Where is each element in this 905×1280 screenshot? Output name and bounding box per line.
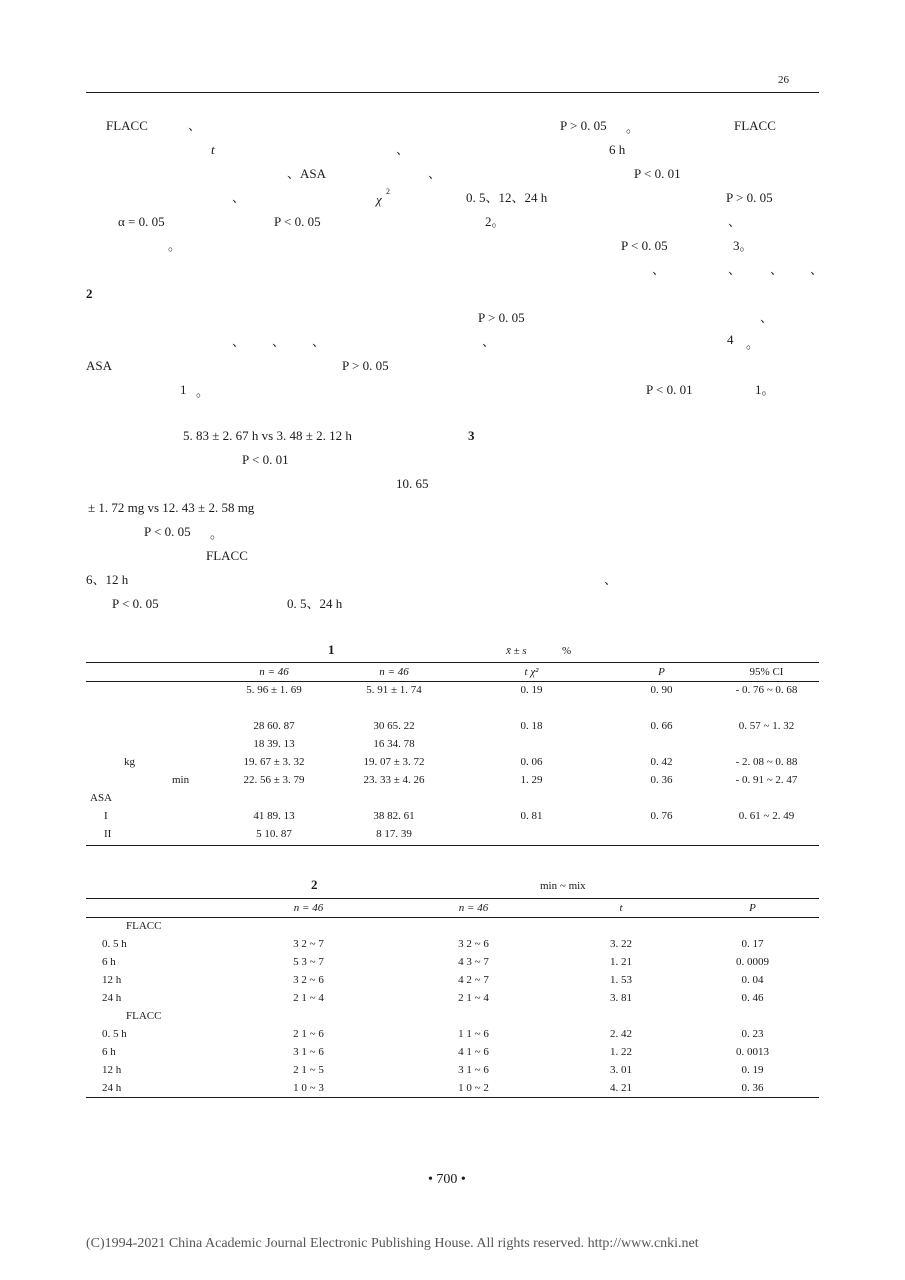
table-cell: 4. 21 — [610, 1082, 632, 1094]
left-text-table-ref: 1 — [180, 382, 187, 397]
table-cell: 0. 06 — [520, 756, 543, 768]
table-cell — [214, 699, 334, 717]
table-cell: 0. 57 ~ 1. 32 — [738, 720, 795, 732]
right-text-period: 。 — [626, 120, 640, 135]
left-text-period: 。 — [196, 384, 210, 399]
left-text-hours: 6、12 h — [86, 572, 129, 587]
table-1-percent: % — [562, 645, 572, 657]
table-cell: 0. 66 — [650, 720, 673, 732]
table-cell: 3 2 ~ 6 — [293, 974, 324, 986]
table-cell — [714, 789, 819, 807]
right-text-p: P > 0. 05 — [478, 310, 525, 325]
table-cell: 8 17. 39 — [376, 828, 412, 840]
left-text-comma: 、 — [396, 142, 410, 157]
table-row — [86, 699, 819, 717]
table-cell: 3 1 ~ 6 — [293, 1046, 324, 1058]
table-cell: 4 3 ~ 7 — [458, 956, 489, 968]
table-2-grid — [86, 899, 819, 1097]
table-cell — [454, 735, 609, 753]
table-row — [86, 753, 819, 771]
table-cell: I — [104, 810, 108, 822]
table-cell: 0. 46 — [741, 992, 764, 1004]
table-cell: 12 h — [102, 974, 122, 986]
table-row — [86, 771, 819, 789]
table-cell: 5. 91 ± 1. 74 — [366, 684, 422, 696]
table-row — [86, 1025, 819, 1043]
table-2-range: min ~ mix — [540, 880, 586, 892]
right-text-p: P < 0. 05 — [621, 238, 668, 253]
table-cell — [226, 1007, 391, 1025]
table-cell: 1. 22 — [610, 1046, 632, 1058]
table-cell: 30 65. 22 — [373, 720, 415, 732]
left-text-dose-compare: ± 1. 72 mg vs 12. 43 ± 2. 58 mg — [88, 500, 255, 515]
table-row — [86, 789, 819, 807]
table-cell: min — [172, 774, 190, 786]
table-cell: 6 h — [102, 1046, 116, 1058]
table-cell: 0. 5 h — [102, 938, 127, 950]
table-cell: ASA — [90, 792, 113, 804]
left-text-comma: 、 — [188, 118, 202, 133]
right-text-flacc: FLACC — [734, 118, 776, 133]
table-cell: 38 82. 61 — [373, 810, 415, 822]
table-header-cell: n = 46 — [379, 666, 409, 678]
right-text-p: P > 0. 05 — [560, 118, 607, 133]
table-header-cell: 95% CI — [749, 666, 784, 678]
left-text-alpha: α = 0. 05 — [118, 214, 165, 229]
table-cell: 1. 53 — [610, 974, 632, 986]
right-text-hours: 0. 5、12、24 h — [466, 190, 548, 205]
table-header-cell — [86, 663, 214, 681]
table-cell: 6 h — [102, 956, 116, 968]
right-text-comma: 、 — [652, 262, 666, 277]
table-cell: 0. 23 — [741, 1028, 764, 1040]
right-text-period: 。 — [746, 336, 760, 351]
table-cell: 0. 17 — [741, 938, 764, 950]
left-text-asa: ASA — [86, 358, 113, 373]
right-text-p: P > 0. 05 — [726, 190, 773, 205]
table-cell — [391, 917, 556, 935]
table-cell: 0. 0009 — [736, 956, 769, 968]
table-header-row — [86, 663, 819, 681]
table-row — [86, 1043, 819, 1061]
table-row — [86, 989, 819, 1007]
left-text-p: P < 0. 05 — [144, 524, 191, 539]
left-text-hours: 0. 5、24 h — [287, 596, 343, 611]
table-1-bottom-rule — [86, 845, 819, 846]
table-cell: 0. 90 — [650, 684, 673, 696]
table-cell: 2 1 ~ 4 — [293, 992, 324, 1004]
table-cell: 1 0 ~ 2 — [458, 1082, 489, 1094]
table-cell: 3. 01 — [610, 1064, 632, 1076]
right-text-table-ref: 4 — [727, 332, 734, 347]
table-cell — [86, 735, 214, 753]
table-cell: 5. 96 ± 1. 69 — [246, 684, 302, 696]
table-row — [86, 917, 819, 935]
table-cell — [454, 789, 609, 807]
left-text-flacc: FLACC — [206, 548, 248, 563]
table-header-cell: n = 46 — [259, 666, 289, 678]
right-text-table-ref: 3。 — [733, 238, 753, 253]
table-cell — [686, 917, 819, 935]
table-header-cell: t — [619, 902, 623, 914]
right-text-table-ref: 1。 — [755, 382, 775, 397]
table-cell: 0. 19 — [741, 1064, 764, 1076]
table-cell: 1 1 ~ 6 — [458, 1028, 489, 1040]
table-row — [86, 953, 819, 971]
table-cell: 1. 29 — [520, 774, 543, 786]
table-row — [86, 807, 819, 825]
table-cell: 4 1 ~ 6 — [458, 1046, 489, 1058]
table-cell — [86, 699, 214, 717]
table-1-stat: x̄ ± s — [506, 645, 527, 657]
table-cell — [686, 1007, 819, 1025]
table-cell: 24 h — [102, 992, 122, 1004]
table-header-cell — [86, 899, 226, 917]
left-text-p: P < 0. 05 — [274, 214, 321, 229]
table-cell: 0. 42 — [650, 756, 673, 768]
table-cell: 28 60. 87 — [253, 720, 295, 732]
table-cell: 0. 04 — [741, 974, 764, 986]
table-cell: II — [104, 828, 112, 840]
table-cell — [714, 825, 819, 843]
table-row — [86, 1007, 819, 1025]
table-cell: 1. 21 — [610, 956, 632, 968]
table-cell: 0. 18 — [520, 720, 543, 732]
left-text-comma: 、 — [428, 166, 442, 181]
table-cell — [609, 825, 714, 843]
right-text-hours: 6 h — [609, 142, 626, 157]
header-rule — [86, 92, 819, 93]
table-row — [86, 935, 819, 953]
table-cell: 3. 81 — [610, 992, 632, 1004]
table-row — [86, 1061, 819, 1079]
table-cell — [609, 699, 714, 717]
table-cell — [454, 699, 609, 717]
table-cell — [609, 789, 714, 807]
table-cell: 3. 22 — [610, 938, 632, 950]
table-header-cell: n = 46 — [458, 902, 489, 914]
left-text-flacc: FLACC — [106, 118, 148, 133]
table-cell: 2 1 ~ 4 — [458, 992, 489, 1004]
table-cell: 0. 5 h — [102, 1028, 127, 1040]
left-text-time-compare: 5. 83 ± 2. 67 h vs 3. 48 ± 2. 12 h — [183, 428, 352, 443]
table-cell: 24 h — [102, 1082, 122, 1094]
table-cell: 19. 67 ± 3. 32 — [243, 756, 305, 768]
table-cell: 2. 42 — [610, 1028, 632, 1040]
table-cell — [454, 825, 609, 843]
table-header-row — [86, 899, 819, 917]
table-cell: 4 2 ~ 7 — [458, 974, 489, 986]
section-2-heading: 2 — [86, 286, 93, 301]
table-cell: kg — [124, 756, 135, 768]
table-cell: 0. 19 — [520, 684, 543, 696]
table-cell: - 2. 08 ~ 0. 88 — [735, 756, 798, 768]
table-header-cell: t χ² — [524, 666, 539, 678]
table-cell: 3 1 ~ 6 — [458, 1064, 489, 1076]
table-cell: 3 2 ~ 6 — [458, 938, 489, 950]
table-cell — [609, 735, 714, 753]
table-header-cell: P — [658, 666, 665, 678]
table-cell — [214, 789, 334, 807]
table-cell: 0. 0013 — [736, 1046, 769, 1058]
table-header-cell: P — [749, 902, 756, 914]
table-cell — [714, 735, 819, 753]
table-cell: 18 39. 13 — [253, 738, 295, 750]
left-text-period: 。 — [168, 238, 182, 253]
table-cell — [86, 681, 214, 699]
table-cell: 3 2 ~ 7 — [293, 938, 324, 950]
left-text-comma: 、 — [232, 190, 246, 205]
table-cell: 22. 56 ± 3. 79 — [243, 774, 305, 786]
page-number-bottom: • 700 • — [428, 1172, 466, 1187]
table-2-title: 2 — [311, 877, 318, 892]
right-text-comma: 、 — [770, 262, 784, 277]
table-cell — [391, 1007, 556, 1025]
table-cell — [334, 699, 454, 717]
table-cell: 0. 36 — [650, 774, 673, 786]
left-text-chi-sup: 2 — [386, 187, 390, 196]
table-2-bottom-rule — [86, 1097, 819, 1098]
right-text-comma: 、 — [482, 334, 496, 349]
right-text-p: P < 0. 01 — [634, 166, 681, 181]
table-cell: 5 10. 87 — [256, 828, 292, 840]
table-cell: 2 1 ~ 6 — [293, 1028, 324, 1040]
left-text-t: t — [211, 142, 215, 157]
table-cell: 16 34. 78 — [373, 738, 415, 750]
table-cell: 23. 33 ± 4. 26 — [363, 774, 425, 786]
left-text-p: P < 0. 01 — [242, 452, 289, 467]
table-cell: FLACC — [126, 1010, 162, 1022]
table-cell: 19. 07 ± 3. 72 — [363, 756, 425, 768]
table-cell: 0. 36 — [741, 1082, 764, 1094]
table-row — [86, 735, 819, 753]
left-text-comma: 、 — [272, 334, 286, 349]
table-row — [86, 717, 819, 735]
page-number-top: 26 — [778, 74, 789, 86]
right-text-comma: 、 — [760, 310, 774, 325]
right-text-p: P < 0. 01 — [646, 382, 693, 397]
left-text-chi: χ — [376, 192, 382, 207]
table-cell: 12 h — [102, 1064, 122, 1076]
left-text-dose: 10. 65 — [396, 476, 429, 491]
left-text-asa: 、ASA — [287, 166, 327, 181]
left-text-comma: 、 — [232, 334, 246, 349]
table-cell: 0. 61 ~ 2. 49 — [738, 810, 795, 822]
right-text-comma: 、 — [728, 214, 742, 229]
table-cell: 41 89. 13 — [253, 810, 295, 822]
left-text-comma: 、 — [312, 334, 326, 349]
table-header-cell: n = 46 — [293, 902, 324, 914]
right-text-comma: 、 — [810, 262, 824, 277]
right-text-table-ref: 2。 — [485, 214, 505, 229]
right-text-comma: 、 — [604, 572, 618, 587]
table-cell: 5 3 ~ 7 — [293, 956, 324, 968]
left-text-p: P < 0. 05 — [112, 596, 159, 611]
table-1-grid — [86, 663, 819, 843]
right-text-comma: 、 — [728, 262, 742, 277]
table-cell — [226, 917, 391, 935]
table-row — [86, 971, 819, 989]
table-1-title: 1 — [328, 642, 335, 657]
left-text-p: P > 0. 05 — [342, 358, 389, 373]
table-cell: 0. 76 — [650, 810, 673, 822]
copyright-notice: (C)1994-2021 China Academic Journal Electronic Publishing House. All rights reserved. http://www.cnki.net — [86, 1236, 699, 1251]
table-cell: 1 0 ~ 3 — [293, 1082, 324, 1094]
table-cell: 0. 81 — [520, 810, 543, 822]
table-row — [86, 825, 819, 843]
table-cell: - 0. 76 ~ 0. 68 — [735, 684, 798, 696]
table-cell — [714, 699, 819, 717]
table-cell: 2 1 ~ 5 — [293, 1064, 324, 1076]
table-row — [86, 681, 819, 699]
left-text-period: 。 — [210, 526, 224, 541]
table-cell — [86, 717, 214, 735]
table-cell: FLACC — [126, 920, 162, 932]
table-cell: - 0. 91 ~ 2. 47 — [735, 774, 798, 786]
table-row — [86, 1079, 819, 1097]
table-cell — [556, 1007, 686, 1025]
table-cell — [334, 789, 454, 807]
section-3-heading: 3 — [468, 428, 475, 443]
table-cell — [556, 917, 686, 935]
